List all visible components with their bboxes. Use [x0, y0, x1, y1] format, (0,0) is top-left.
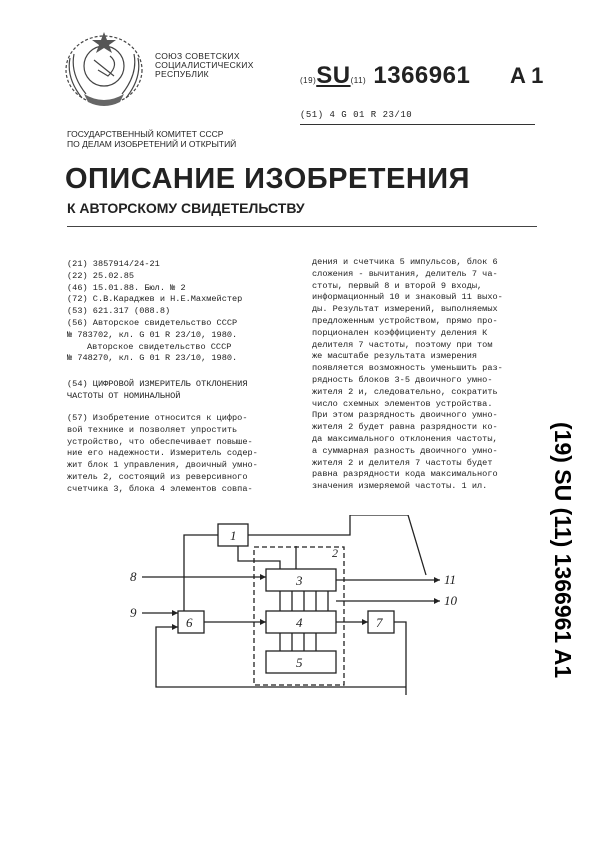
side-patent-number: [545, 420, 581, 700]
country-code-tag: (19): [300, 76, 317, 85]
text-line: При этом разрядность двоичного умно-: [312, 410, 498, 421]
invention-title: [67, 379, 292, 403]
committee-line: ПО ДЕЛАМ ИЗОБРЕТЕНИЙ И ОТКРЫТИЙ: [67, 139, 237, 149]
text-line: жителя 2 будет равна разрядности ко-: [312, 422, 498, 433]
patent-number-block: [300, 62, 470, 90]
org-line: РЕСПУБЛИК: [155, 69, 209, 79]
biblio-row: (22) 25.02.85: [67, 270, 135, 281]
abstract-line: жит блок 1 управления, двоичный умно-: [67, 460, 258, 471]
country-code: SU: [316, 62, 351, 89]
divider: [67, 226, 537, 227]
biblio-row: (46) 15.01.88. Бюл. № 2: [67, 282, 186, 293]
abstract: [67, 413, 297, 496]
abstract-continued: [312, 257, 537, 493]
text-line: появляется возможность уменьшить раз-: [312, 363, 503, 374]
text-line: а суммарная разность двоичного умно-: [312, 445, 498, 456]
input-label: 8: [130, 569, 137, 584]
biblio-row: (53) 621.317 (088.8): [67, 306, 171, 317]
block-label: 6: [186, 615, 193, 630]
ipc-class: (51) 4 G 01 R 23/10: [300, 110, 413, 120]
output-label: 11: [444, 572, 457, 587]
text-line: да максимального отклонения частоты,: [312, 433, 498, 444]
biblio-row: (72) С.В.Караджев и Н.Е.Махмейстер: [67, 294, 243, 305]
text-line: предложенным устройством, прямо про-: [312, 315, 498, 326]
org-line: СОЦИАЛИСТИЧЕСКИХ: [155, 60, 254, 70]
biblio-row: № 783702, кл. G 01 R 23/10, 1980.: [67, 329, 238, 340]
ipc-underline: [300, 124, 535, 125]
text-line: рядность блоков 3-5 двоичного умно-: [312, 374, 493, 385]
abstract-line: ние его надежности. Измеритель содер-: [67, 448, 258, 459]
committee-line: ГОСУДАРСТВЕННЫЙ КОМИТЕТ СССР: [67, 129, 224, 139]
invention-title-line: (54) ЦИФРОВОЙ ИЗМЕРИТЕЛЬ ОТКЛОНЕНИЯ: [67, 379, 248, 389]
abstract-line: счетчика 3, блока 4 элементов совпа-: [67, 483, 253, 494]
text-line: же масштабе результата измерения: [312, 351, 478, 362]
bibliographic-data: [67, 259, 292, 365]
text-line: порционален коэффициенту деления К: [312, 327, 488, 338]
document-title: ОПИСАНИЕ ИЗОБРЕТЕНИЯ: [65, 163, 470, 195]
kind-code: A 1: [510, 63, 544, 88]
biblio-row: (21) 3857914/24-21: [67, 259, 160, 269]
text-line: информационный 10 и знаковый 11 выхо-: [312, 292, 503, 303]
biblio-row: Авторское свидетельство СССР: [87, 341, 232, 352]
side-patent-number-text: (19) SU (11) 1366961 A1: [550, 422, 576, 679]
block-label: 5: [296, 655, 303, 670]
abstract-line: вой технике и позволяет упростить: [67, 424, 238, 435]
org-line: СОЮЗ СОВЕТСКИХ: [155, 51, 240, 61]
document-subtitle: К АВТОРСКОМУ СВИДЕТЕЛЬСТВУ: [67, 200, 305, 216]
input-label: 9: [130, 605, 137, 620]
output-label: 10: [444, 593, 457, 608]
ussr-emblem-icon: [60, 28, 148, 110]
text-line: делителя 7 частоты, поэтому при том: [312, 339, 493, 350]
block-label: 4: [296, 615, 303, 630]
block-diagram: [120, 515, 480, 695]
text-line: сложения - вычитания, делитель 7 ча-: [312, 268, 498, 279]
text-line: жителя 2 и, следовательно, сократить: [312, 386, 498, 397]
abstract-line: (57) Изобретение относится к цифро-: [67, 413, 248, 423]
org-name: [155, 52, 254, 79]
text-line: число схемных элементов устройства.: [312, 398, 493, 409]
text-line: жителя 2 и делителя 7 частоты будет: [312, 457, 493, 468]
block-label: 7: [376, 615, 383, 630]
committee: [67, 129, 236, 149]
text-line: дения и счетчика 5 импульсов, блок 6: [312, 257, 498, 267]
abstract-line: житель 2, состоящий из реверсивного: [67, 471, 248, 482]
dashed-block-label: 2: [332, 546, 338, 560]
invention-title-line: ЧАСТОТЫ ОТ НОМИНАЛЬНОЙ: [67, 390, 181, 401]
block-label: 1: [230, 528, 237, 543]
biblio-row: (56) Авторское свидетельство СССР: [67, 317, 238, 328]
text-line: равна разрядности кода максимального: [312, 469, 498, 480]
text-line: значения измеряемой частоты. 1 ил.: [312, 481, 488, 492]
abstract-line: устройство, что обеспечивает повыше-: [67, 436, 253, 447]
biblio-row: № 748270, кл. G 01 R 23/10, 1980.: [67, 353, 238, 364]
text-line: ды. Результат измерений, выполняемых: [312, 304, 498, 315]
block-label: 3: [296, 573, 303, 588]
patent-number: 1366961: [373, 62, 471, 89]
number-tag: (11): [350, 76, 367, 85]
diagram-wires: [142, 515, 440, 695]
text-line: стоты, первый 8 и второй 9 входы,: [312, 280, 483, 291]
